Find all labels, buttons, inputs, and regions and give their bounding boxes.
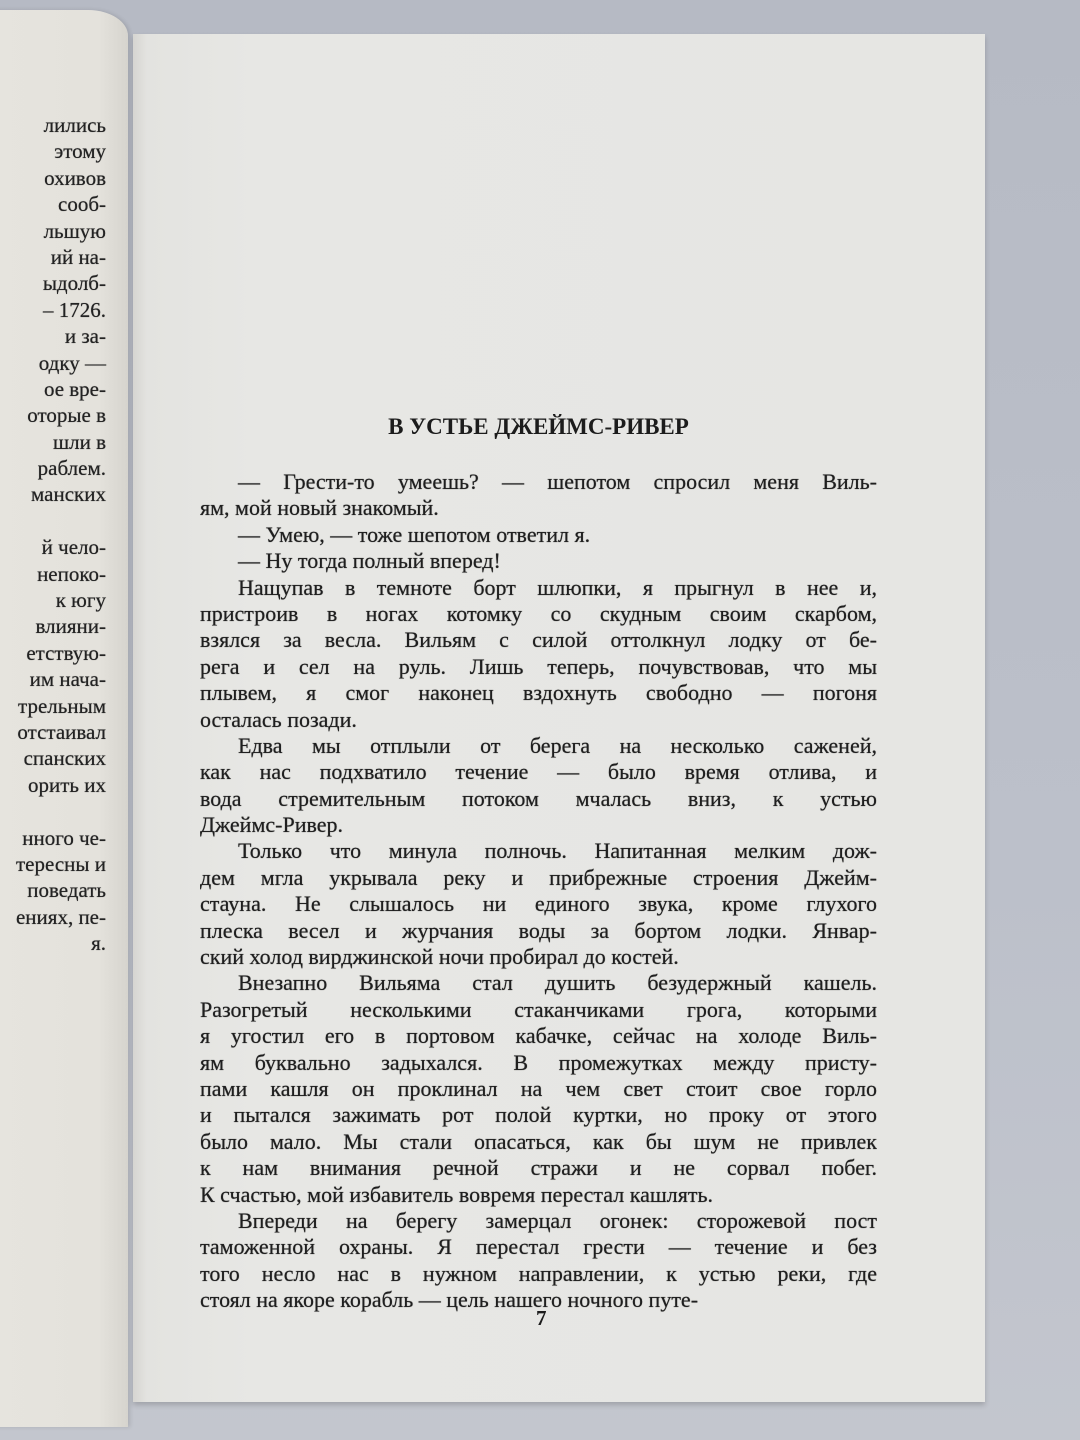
- left-page-line: я.: [91, 931, 106, 956]
- text-line: — Умею, — тоже шепотом ответил я.: [238, 521, 591, 547]
- left-page-line: этому: [54, 139, 106, 164]
- left-page-text: [0, 112, 106, 957]
- text-line: ям буквально задыхался. В промежутках между присту-: [200, 1049, 877, 1075]
- text-line: вода стремительным потоком мчалась вниз, к устью: [200, 785, 877, 811]
- left-page-line: ое вре-: [43, 376, 106, 401]
- left-page-line: охивов: [44, 165, 106, 190]
- text-line: Нащупав в темноте борт шлюпки, я прыгнул в нее и,: [238, 574, 877, 600]
- chapter-heading: В УСТЬЕ ДЖЕЙМС-РИВЕР: [388, 414, 689, 439]
- text-line: таможенной охраны. Я перестал грести — течение и без: [200, 1234, 877, 1260]
- text-line: рега и сел на руль. Лишь теперь, почувствовав, что мы: [200, 653, 877, 679]
- left-page-line: [0, 508, 106, 534]
- text-line: Только что минула полночь. Напитанная мелким дож-: [238, 838, 877, 864]
- left-page-line: и за-: [64, 324, 106, 349]
- text-line: ский холод вирджинской ночи пробирал до костей.: [200, 944, 679, 970]
- text-line: плывем, я смог наконец вздохнуть свободно — погоня: [200, 680, 877, 706]
- left-page-line: влияни-: [35, 614, 106, 639]
- paragraph: [200, 548, 877, 574]
- text-line: стоял на якоре корабль — цель нашего ночного путе-: [200, 1287, 699, 1313]
- left-page-line: им нача-: [29, 667, 106, 692]
- left-page-line: оторые в: [27, 403, 106, 428]
- left-page-line: раблем.: [37, 456, 106, 481]
- left-page-line: ыдолб-: [42, 271, 106, 296]
- text-line: того несло нас в нужном направлении, к устью реки, где: [200, 1260, 877, 1286]
- left-page-line: сооб-: [58, 192, 106, 217]
- left-page-line: спанских: [23, 746, 106, 771]
- text-line: пами кашля он проклинал на чем свет стоит свое горло: [200, 1075, 877, 1101]
- text-line: к нам внимания речной стражи и не сорвал побег.: [200, 1155, 877, 1181]
- text-line: я угостил его в портовом кабачке, сейчас на холоде Виль-: [200, 1023, 877, 1049]
- text-line: — Ну тогда полный вперед!: [238, 548, 501, 574]
- left-page-line: ий на-: [50, 244, 106, 269]
- text-line: Разогретый несколькими стаканчиками грога, которыми: [200, 996, 877, 1022]
- paragraph: [200, 970, 877, 1208]
- text-line: стауна. Не слышалось ни единого звука, кроме глухого: [200, 891, 877, 917]
- left-page-line: [0, 798, 106, 824]
- left-page-line: й чело-: [41, 535, 106, 560]
- text-line: — Грести-то умеешь? — шепотом спросил меня Виль-: [238, 469, 877, 494]
- text-line: Впереди на берегу замерцал огонек: сторожевой пост: [238, 1207, 877, 1233]
- left-page-line: отстаивал: [17, 719, 106, 744]
- left-page-line: нного че-: [22, 825, 106, 850]
- text-line: как нас подхватило течение — было время отлива, и: [200, 759, 877, 785]
- left-page-line: шли в: [52, 429, 106, 454]
- page-number: 7: [536, 1306, 547, 1330]
- left-page-line: непоко-: [37, 561, 106, 586]
- paragraph: [200, 838, 877, 970]
- text-line: осталась позади.: [200, 706, 357, 732]
- left-page-line: етствую-: [26, 640, 106, 665]
- left-page-line: к югу: [55, 588, 106, 613]
- left-page-line: орить их: [28, 772, 106, 797]
- text-line: К счастью, мой избавитель вовремя перестал кашлять.: [200, 1181, 714, 1207]
- text-line: пристроив в ногах котомку со скудным своим скарбом,: [200, 600, 877, 626]
- left-page-line: тересны и: [16, 851, 106, 876]
- paragraph: [200, 469, 877, 522]
- paragraph: [200, 522, 877, 548]
- text-line: ям, мой новый знакомый.: [200, 495, 439, 521]
- left-page-line: одку —: [38, 350, 106, 375]
- text-line: плеска весел и журчания воды за бортом лодки. Январ-: [200, 917, 877, 943]
- text-line: взялся за весла. Вильям с силой оттолкнул лодку от бе-: [200, 627, 877, 653]
- text-line: дем мгла укрывала реку и прибрежные строения Джейм-: [200, 864, 877, 890]
- paragraph: [200, 575, 877, 733]
- left-page: [0, 10, 128, 1427]
- text-line: Едва мы отплыли от берега на несколько саженей,: [238, 732, 877, 758]
- paragraph: [200, 1208, 877, 1314]
- left-page-line: манских: [31, 482, 106, 507]
- left-page-line: льшую: [43, 218, 106, 243]
- left-page-line: поведать: [27, 878, 106, 903]
- text-line: и пытался зажимать рот полой куртки, но проку от этого: [200, 1102, 877, 1128]
- text-line: Джеймс-Ривер.: [200, 812, 343, 838]
- left-page-line: трельным: [18, 693, 106, 718]
- text-line: Внезапно Вильяма стал душить безудержный кашель.: [238, 970, 877, 996]
- left-page-line: лились: [43, 113, 106, 137]
- text-line: было мало. Мы стали опасаться, как бы шум не привлек: [200, 1128, 877, 1154]
- left-page-line: – 1726.: [43, 297, 106, 322]
- left-page-line: ениях, пе-: [15, 904, 106, 929]
- paragraph: [200, 733, 877, 839]
- chapter-body-text: [200, 469, 877, 1314]
